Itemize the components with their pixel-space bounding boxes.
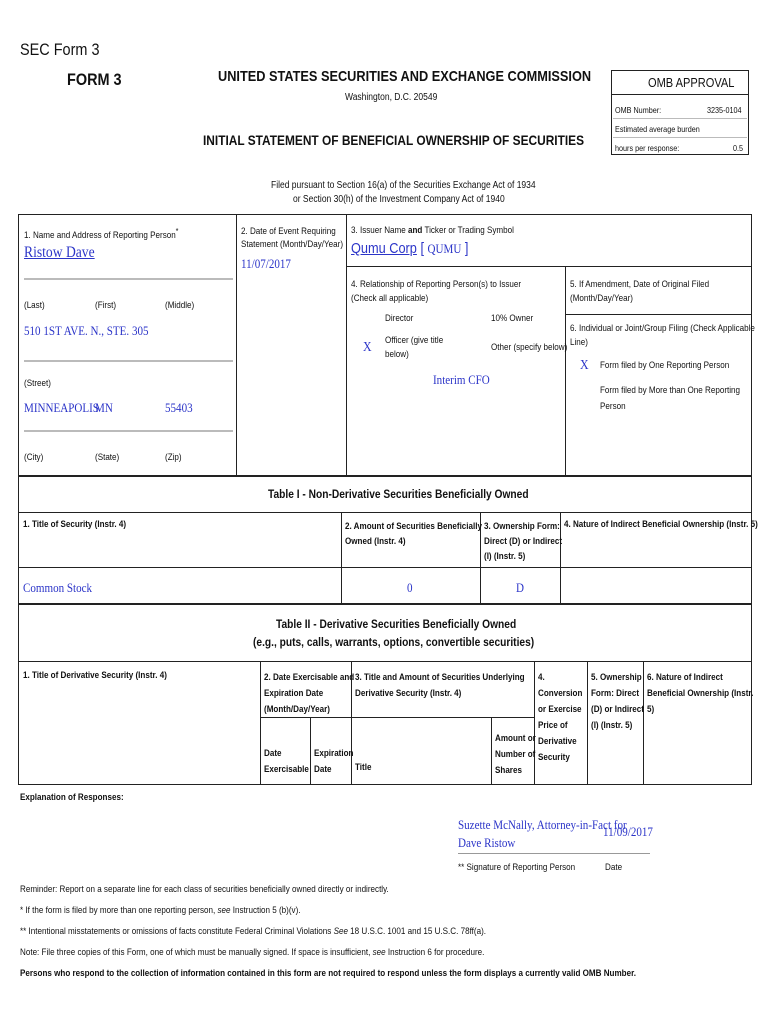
sub-title: Title xyxy=(355,762,372,773)
table-two-col3-header: 3. Title and Amount of Securities Underlying Derivative Security (Instr. 4) xyxy=(355,672,525,699)
officer-title: Interim CFO xyxy=(433,372,490,387)
table-two-col6-header: 6. Nature of Indirect Beneficial Ownership (Instr. 5) xyxy=(647,672,754,715)
table-one-title: Table I - Non-Derivative Securities Beneficially Owned xyxy=(268,487,529,501)
agency-title: UNITED STATES SECURITIES AND EXCHANGE COMMISSION xyxy=(218,68,592,85)
state-label: (State) xyxy=(95,452,120,463)
table-one-col4-header: 4. Nature of Indirect Beneficial Ownership (Instr. 5) xyxy=(564,519,758,530)
note-three-copies: Note: File three copies of this Form, one of which must be manually signed. If space is insufficient, see Instruction 6 for procedure. xyxy=(20,947,485,958)
issuer-name-line[interactable]: Qumu Corp [ QUMU ] xyxy=(351,240,469,257)
filing-check-mark: X xyxy=(580,358,589,373)
filed-pursuant-line1: Filed pursuant to Section 16(a) of the Securities Exchange Act of 1934 xyxy=(271,180,536,191)
city-value: MINNEAPOLIS xyxy=(24,400,99,415)
director-option[interactable]: Director xyxy=(385,313,414,324)
street-address: 510 1ST AVE. N., STE. 305 xyxy=(24,323,149,338)
street-label: (Street) xyxy=(24,378,51,389)
reporting-person-name[interactable]: Ristow Dave xyxy=(24,244,95,261)
box6-label: 6. Individual or Joint/Group Filing (Check Applicable Line) xyxy=(570,323,755,348)
omb-number-value: 3235-0104 xyxy=(707,105,742,115)
note-double-star: ** Intentional misstatements or omissions of facts constitute Federal Criminal Violations See 18 U.S.C. 1001 and 15 U.S.C. 78ff(a). xyxy=(20,926,487,937)
box2-label: 2. Date of Event Requiring Statement (Month/Day/Year) xyxy=(241,226,344,250)
sub-amount-shares: Amount or Number of Shares xyxy=(495,733,536,776)
more-persons-option[interactable]: Form filed by More than One Reporting Person xyxy=(600,385,741,412)
table-row-ownership-form: D xyxy=(516,580,524,595)
event-date: 11/07/2017 xyxy=(241,256,291,271)
table-one-col1-header: 1. Title of Security (Instr. 4) xyxy=(23,519,127,530)
box1-label: 1. Name and Address of Reporting Person* xyxy=(24,227,179,242)
table-two-title-line2: (e.g., puts, calls, warrants, options, convertible securities) xyxy=(253,635,535,649)
zip-value: 55403 xyxy=(165,400,193,415)
explanation-heading: Explanation of Responses: xyxy=(20,792,124,803)
omb-burden-label: Estimated average burden xyxy=(615,124,700,134)
table-row-security: Common Stock xyxy=(23,580,93,595)
middle-label: (Middle) xyxy=(165,300,195,311)
signature-date: 11/09/2017 xyxy=(603,824,653,839)
table-one-col3-header: 3. Ownership Form: Direct (D) or Indirect (I) (Instr. 5) xyxy=(484,521,563,562)
omb-title: OMB APPROVAL xyxy=(648,75,735,90)
omb-notice: Persons who respond to the collection of information contained in this form are not required to respond unless the form displays a currently valid OMB Number. xyxy=(20,968,637,979)
state-value: MN xyxy=(95,400,113,415)
signature-name: Suzette McNally, Attorney-in-Fact for Dave Ristow xyxy=(458,817,627,850)
date-label: Date xyxy=(605,862,623,873)
form-title: FORM 3 xyxy=(67,70,122,89)
table-two-col5-header: 5. Ownership Form: Direct (D) or Indirect (I) (Instr. 5) xyxy=(591,672,644,731)
sub-date-exercisable: Date Exercisable xyxy=(264,748,309,775)
sub-expiration-date: Expiration Date xyxy=(314,748,354,775)
ten-percent-owner-option[interactable]: 10% Owner xyxy=(491,313,534,324)
table-one-col2-header: 2. Amount of Securities Beneficially Owned (Instr. 4) xyxy=(345,521,483,547)
city-label: (City) xyxy=(24,452,44,463)
officer-check-mark: X xyxy=(363,340,372,355)
table-two-col2-header: 2. Date Exercisable and Expiration Date (Month/Day/Year) xyxy=(264,672,355,715)
table-two-title-line1: Table II - Derivative Securities Beneficially Owned xyxy=(276,617,517,631)
last-label: (Last) xyxy=(24,300,45,311)
other-option[interactable]: Other (specify below) xyxy=(491,342,568,353)
zip-label: (Zip) xyxy=(165,452,182,463)
table-two-col1-header: 1. Title of Derivative Security (Instr. 4) xyxy=(23,670,167,681)
agency-city: Washington, D.C. 20549 xyxy=(345,92,438,103)
box4-label: 4. Relationship of Reporting Person(s) to Issuer (Check all applicable) xyxy=(351,279,522,304)
omb-number-label: OMB Number: xyxy=(615,105,662,115)
first-label: (First) xyxy=(95,300,117,311)
omb-hours-value: 0.5 xyxy=(733,143,744,153)
statement-title: INITIAL STATEMENT OF BENEFICIAL OWNERSHIP OF SECURITIES xyxy=(203,132,585,148)
table-two-col4-header: 4. Conversion or Exercise Price of Derivative Security xyxy=(538,672,583,763)
document-label: SEC Form 3 xyxy=(20,40,100,59)
omb-hours-label: hours per response: xyxy=(615,143,680,153)
table-row-amount: 0 xyxy=(407,580,413,595)
one-person-option[interactable]: Form filed by One Reporting Person xyxy=(600,360,730,371)
reminder-text: Reminder: Report on a separate line for each class of securities beneficially owned directly or indirectly. xyxy=(20,884,389,895)
officer-option[interactable]: Officer (give title below) xyxy=(385,335,444,360)
box3-label: 3. Issuer Name and Ticker or Trading Symbol xyxy=(351,225,514,236)
note-single-star: * If the form is filed by more than one reporting person, see Instruction 5 (b)(v). xyxy=(20,905,301,916)
filed-pursuant-line2: or Section 30(h) of the Investment Company Act of 1940 xyxy=(293,194,505,205)
signature-label: ** Signature of Reporting Person xyxy=(458,862,576,873)
box5-label: 5. If Amendment, Date of Original Filed (Month/Day/Year) xyxy=(570,279,710,304)
